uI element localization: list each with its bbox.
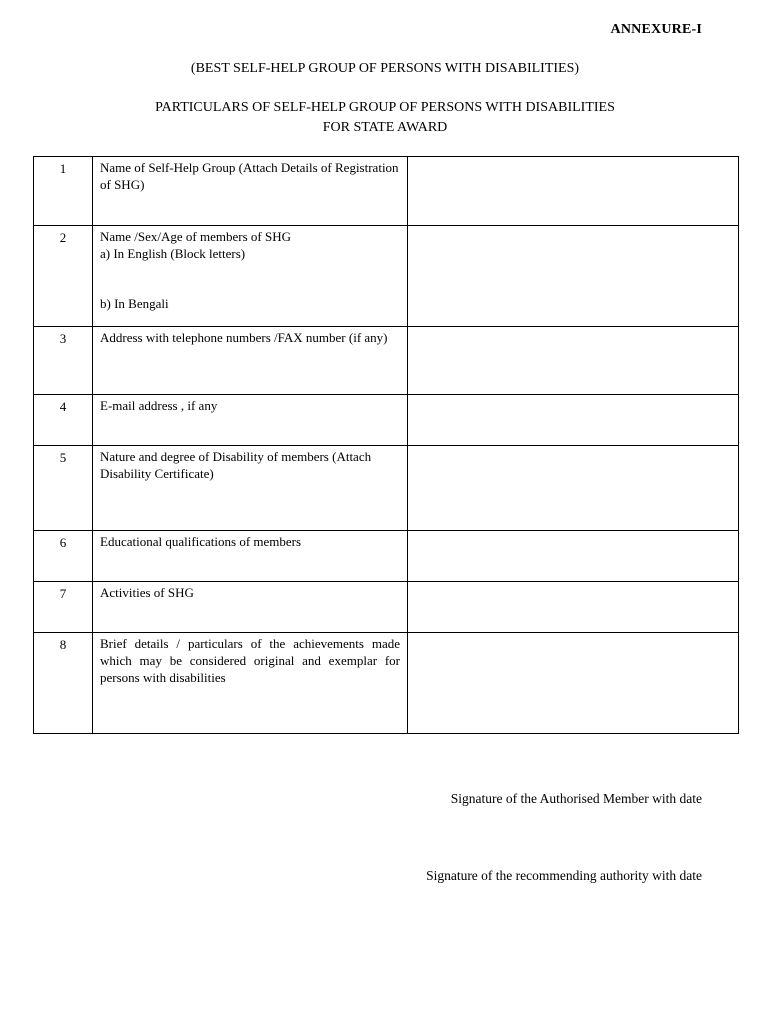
signature-member-label: Signature of the Authorised Member with date [450, 791, 702, 806]
value-field-education[interactable] [408, 531, 739, 582]
row-label-disability: Nature and degree of Disability of members (Attach Disability Certificate) [93, 446, 408, 531]
value-field-address[interactable] [408, 327, 739, 395]
form-title-line-2: FOR STATE AWARD [322, 120, 448, 135]
form-subtitle: (BEST SELF-HELP GROUP OF PERSONS WITH DISABILITIES) [190, 61, 580, 76]
row-label-email: E-mail address , if any [93, 395, 408, 446]
members-english-label: a) In English (Block letters) [100, 246, 246, 261]
row-number: 2 [34, 226, 93, 327]
value-field-members[interactable] [408, 226, 739, 327]
table-row [34, 446, 739, 531]
row-number: 7 [34, 582, 93, 633]
row-number: 6 [34, 531, 93, 582]
form-title-line-1: PARTICULARS OF SELF-HELP GROUP OF PERSONS WITH DISABILITIES [155, 100, 615, 115]
table-row [34, 582, 739, 633]
table-row [34, 327, 739, 395]
row-label-activities: Activities of SHG [93, 582, 408, 633]
particulars-table [33, 156, 739, 734]
value-field-shg-name[interactable] [408, 157, 739, 226]
value-field-achievements[interactable] [408, 633, 739, 734]
row-number: 4 [34, 395, 93, 446]
row-number: 3 [34, 327, 93, 395]
table-row [34, 395, 739, 446]
table-row [34, 157, 739, 226]
row-label-education: Educational qualifications of members [93, 531, 408, 582]
members-label: Name /Sex/Age of members of SHG [100, 229, 291, 244]
row-label-achievements: Brief details / particulars of the achievements made which may be considered original and exemplar for persons with disabilities [93, 633, 408, 734]
row-number: 1 [34, 157, 93, 226]
row-number: 5 [34, 446, 93, 531]
row-label-shg-name: Name of Self-Help Group (Attach Details of Registration of SHG) [93, 157, 408, 226]
row-label-members [93, 226, 408, 327]
value-field-activities[interactable] [408, 582, 739, 633]
row-number: 8 [34, 633, 93, 734]
signature-authority-label: Signature of the recommending authority with date [426, 868, 702, 883]
form-title [0, 98, 770, 138]
annexure-label: ANNEXURE-I [610, 22, 702, 37]
value-field-email[interactable] [408, 395, 739, 446]
table-row [34, 226, 739, 327]
value-field-disability[interactable] [408, 446, 739, 531]
table-row [34, 633, 739, 734]
row-label-address: Address with telephone numbers /FAX number (if any) [93, 327, 408, 395]
members-bengali-label: b) In Bengali [100, 296, 169, 311]
table-row [34, 531, 739, 582]
